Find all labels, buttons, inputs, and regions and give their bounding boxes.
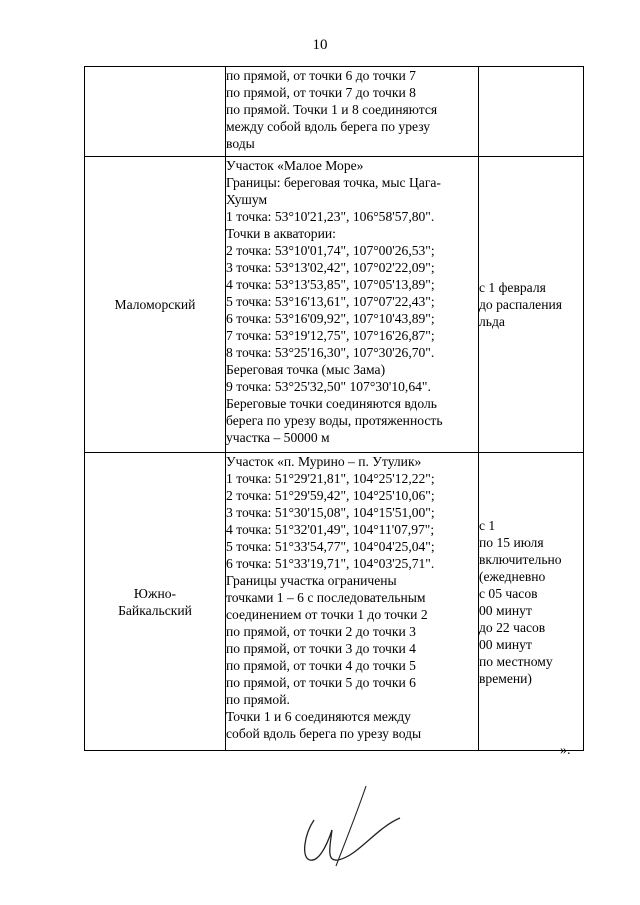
cell-text-line: до распаления bbox=[479, 297, 563, 312]
cell-text-line: берега по урезу воды, протяженность bbox=[226, 413, 443, 428]
cell-text-line: 4 точка: 51°32'01,49", 104°11'07,97"; bbox=[226, 522, 435, 537]
cell-text-line: по прямой, от точки 6 до точки 7 bbox=[226, 68, 416, 83]
region-cell bbox=[85, 453, 226, 751]
cell-text-line: 9 точка: 53°25'32,50" 107°30'10,64". bbox=[226, 379, 431, 394]
cell-text-line: 2 точка: 51°29'59,42", 104°25'10,06"; bbox=[226, 488, 435, 503]
cell-text-line: участка – 50000 м bbox=[226, 430, 330, 445]
cell-text-line: с 1 bbox=[479, 517, 496, 533]
cell-text-line: собой вдоль берега по урезу воды bbox=[226, 726, 422, 741]
boundary-cell bbox=[226, 67, 479, 157]
period-cell bbox=[479, 67, 584, 157]
cell-text-line: Байкальский bbox=[118, 602, 192, 618]
table-body bbox=[85, 67, 584, 751]
cell-text-line: 6 точка: 53°16'09,92", 107°10'43,89"; bbox=[226, 311, 435, 326]
cell-text-line: Границы участка ограничены bbox=[226, 573, 397, 588]
cell-text-line: 4 точка: 53°13'53,85", 107°05'13,89"; bbox=[226, 277, 435, 292]
cell-text-line: 1 точка: 51°29'21,81", 104°25'12,22"; bbox=[226, 471, 435, 486]
cell-text-line: до 22 часов bbox=[479, 619, 546, 635]
cell-text-line: времени) bbox=[479, 670, 532, 686]
cell-text-line: Точки 1 и 6 соединяются между bbox=[226, 709, 411, 724]
cell-text-line: между собой вдоль берега по урезу bbox=[226, 119, 431, 134]
closing-quote: ». bbox=[560, 743, 571, 758]
region-cell bbox=[85, 157, 226, 453]
cell-text-line: 7 точка: 53°19'12,75", 107°16'26,87"; bbox=[226, 328, 435, 343]
cell-text-line: Участок «Малое Море» bbox=[226, 158, 364, 173]
cell-text-line: по прямой, от точки 7 до точки 8 bbox=[226, 85, 416, 100]
period-cell bbox=[479, 157, 584, 453]
table-row bbox=[85, 157, 584, 453]
cell-text-line: 00 минут bbox=[479, 636, 532, 652]
cell-text-line: Южно- bbox=[133, 585, 177, 601]
cell-text-line: по прямой, от точки 5 до точки 6 bbox=[226, 675, 416, 690]
cell-text-line: 3 точка: 53°13'02,42", 107°02'22,09"; bbox=[226, 260, 435, 275]
boundary-cell bbox=[226, 157, 479, 453]
period-cell bbox=[479, 453, 584, 751]
cell-text-line: по прямой, от точки 2 до точки 3 bbox=[226, 624, 416, 639]
cell-text-line: воды bbox=[226, 136, 255, 151]
cell-text-line: по местному bbox=[479, 653, 553, 669]
cell-text-line: включительно bbox=[479, 551, 562, 567]
cell-text-line: льда bbox=[479, 314, 505, 329]
cell-text-line: (ежедневно bbox=[479, 568, 546, 584]
cell-text-line: Хушум bbox=[226, 192, 268, 207]
cell-text-line: по прямой. Точки 1 и 8 соединяются bbox=[226, 102, 438, 117]
cell-text-line: 6 точка: 51°33'19,71", 104°03'25,71". bbox=[226, 556, 435, 571]
table-row bbox=[85, 67, 584, 157]
cell-text-line: Маломорский bbox=[114, 297, 196, 312]
cell-text-line: по прямой, от точки 4 до точки 5 bbox=[226, 658, 416, 673]
cell-text-line: 8 точка: 53°25'16,30", 107°30'26,70". bbox=[226, 345, 435, 360]
cell-text-line: по прямой. bbox=[226, 692, 290, 707]
zones-table bbox=[84, 66, 584, 751]
cell-text-line: 5 точка: 51°33'54,77", 104°04'25,04"; bbox=[226, 539, 435, 554]
cell-text-line: по прямой, от точки 3 до точки 4 bbox=[226, 641, 416, 656]
cell-text-line: Береговые точки соединяются вдоль bbox=[226, 396, 437, 411]
cell-text-line: соединением от точки 1 до точки 2 bbox=[226, 607, 428, 622]
cell-text-line: Береговая точка (мыс Зама) bbox=[226, 362, 386, 377]
cell-text-line: 5 точка: 53°16'13,61", 107°07'22,43"; bbox=[226, 294, 435, 309]
region-cell bbox=[85, 67, 226, 157]
cell-text-line: 2 точка: 53°10'01,74", 107°00'26,53"; bbox=[226, 243, 435, 258]
cell-text-line: 00 минут bbox=[479, 602, 532, 618]
cell-text-line: 3 точка: 51°30'15,08", 104°15'51,00"; bbox=[226, 505, 435, 520]
signature-icon bbox=[296, 780, 406, 880]
cell-text-line: Участок «п. Мурино – п. Утулик» bbox=[226, 454, 422, 469]
cell-text-line: Точки в акватории: bbox=[226, 226, 336, 241]
cell-text-line: Границы: береговая точка, мыс Цага- bbox=[226, 175, 441, 190]
cell-text-line: с 1 февраля bbox=[479, 280, 546, 295]
page-number: 10 bbox=[312, 37, 328, 53]
cell-text-line: с 05 часов bbox=[479, 585, 538, 601]
cell-text-line: по 15 июля bbox=[479, 534, 544, 550]
cell-text-line: 1 точка: 53°10'21,23", 106°58'57,80". bbox=[226, 209, 435, 224]
table-row bbox=[85, 453, 584, 751]
cell-text-line: точками 1 – 6 с последовательным bbox=[226, 590, 426, 605]
boundary-cell bbox=[226, 453, 479, 751]
